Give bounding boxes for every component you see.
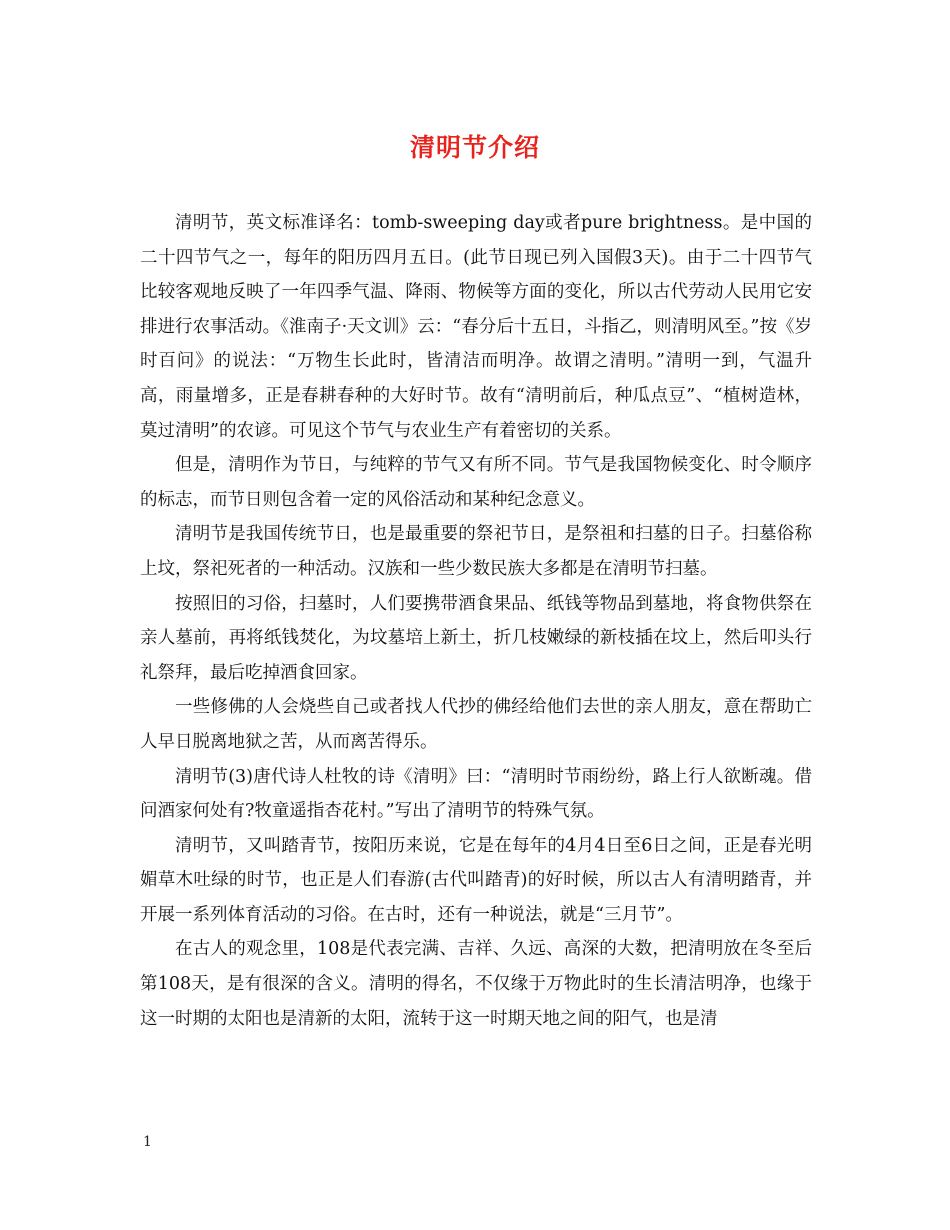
paragraph: 但是，清明作为节日，与纯粹的节气又有所不同。节气是我国物候变化、时令顺序的标志，而节日则包含着一定的风俗活动和某种纪念意义。 bbox=[140, 455, 812, 510]
document-body bbox=[140, 206, 812, 1036]
paragraph: 清明节，又叫踏青节，按阳历来说，它是在每年的4月4日至6日之间，正是春光明媚草木吐绿的时节，也正是人们春游(古代叫踏青)的好时候，所以古人有清明踏青，并开展一系列体育活动的习俗。在古时，还有一种说法，就是“三月节”。 bbox=[140, 835, 812, 925]
paragraph: 清明节(3)唐代诗人杜牧的诗《清明》曰：“清明时节雨纷纷，路上行人欲断魂。借问酒家何处有?牧童遥指杏花村。”写出了清明节的特殊气氛。 bbox=[140, 766, 812, 822]
page-number: 1 bbox=[143, 1134, 152, 1150]
page-title: 清明节介绍 bbox=[409, 133, 540, 162]
paragraph: 一些修佛的人会烧些自己或者找人代抄的佛经给他们去世的亲人朋友，意在帮助亡人早日脱离地狱之苦，从而离苦得乐。 bbox=[140, 697, 812, 752]
paragraph: 在古人的观念里，108是代表完满、吉祥、久远、高深的大数，把清明放在冬至后第108天，是有很深的含义。清明的得名，不仅缘于万物此时的生长清洁明净，也缘于这一时期的太阳也是清新的太阳，流转于这一时期天地之间的阳气，也是清 bbox=[140, 939, 812, 1029]
paragraph: 按照旧的习俗，扫墓时，人们要携带酒食果品、纸钱等物品到墓地，将食物供祭在亲人墓前，再将纸钱焚化，为坟墓培上新土，折几枝嫩绿的新枝插在坟上，然后叩头行礼祭拜，最后吃掉酒食回家。 bbox=[140, 593, 812, 683]
paragraph: 清明节，英文标准译名：tomb-sweeping day或者pure brightness。是中国的二十四节气之一，每年的阳历四月五日。(此节日现已列入国假3天)。由于二十四节气比较客观地反映了一年四季气温、降雨、物候等方面的变化，所以古代劳动人民用它安排进行农事活动。《淮南子·天文训》云：“春分后十五日，斗指乙，则清明风至。”按《岁时百问》的说法：“万物生长此时，皆清洁而明净。故谓之清明。”清明一到，气温升高，雨量增多，正是春耕春种的大好时节。故有“清明前后，种瓜点豆”、“植树造林，莫过清明”的农谚。可见这个节气与农业生产有着密切的关系。 bbox=[140, 213, 812, 441]
paragraph: 清明节是我国传统节日，也是最重要的祭祀节日，是祭祖和扫墓的日子。扫墓俗称上坟，祭祀死者的一种活动。汉族和一些少数民族大多都是在清明节扫墓。 bbox=[140, 524, 812, 579]
